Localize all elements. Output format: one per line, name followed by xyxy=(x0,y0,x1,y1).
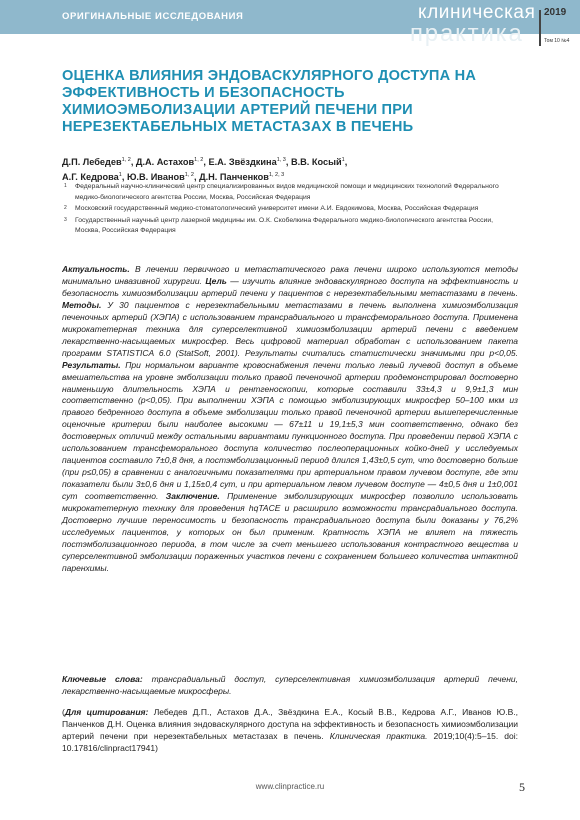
author: А.Г. Кедрова$^1$, xyxy=(62,172,127,183)
author: Д.П. Лебедев$^{1, 2}$, xyxy=(62,157,136,168)
journal-name-line1: клиническая xyxy=(418,2,536,23)
citation-text: Лебедев Д.П., Астахов Д.А., Звёздкина Е.А., Косый В.В., Кедрова А.Г., Иванов Ю.В., Панченков Д.Н. Оценка влияния эндоваскулярного доступа на эффективность и безопасность химиоэмболизации артерий печени при нерезектабельных метастазах в печень. xyxy=(62,707,518,741)
citation-label: Для цитирования: xyxy=(64,707,149,717)
author: В.В. Косый$^1$, xyxy=(290,157,348,168)
journal-volume: Том 10 №4 xyxy=(544,38,570,44)
abstract-aim: — изучить влияние эндоваскулярного доступа на эффективность и безопасность химиоэмболизации артерий печени у пациентов с нерезектабельными метастазами в печень. xyxy=(62,275,518,298)
citation: (Для цитирования: Лебедев Д.П., Астахов Д.А., Звёздкина Е.А., Косый В.В., Кедрова А.Г., Иванов Ю.В., Панченков Д.Н. Оценка влияния эндоваскулярного доступа на эффективность и безопасность химиоэмболизации артерий печени при нерезектабельных метастазах в печень. Клиническая практика. 2019;10(4):5–15. doi: 10.17816/clinpract17941) xyxy=(62,707,518,753)
abstract-aim-label: Цель xyxy=(205,275,227,286)
citation-tail: 2019;10(4):5–15. doi: 10.17816/clinpract17941) xyxy=(62,731,518,753)
author: Д.Н. Панченков$^{1, 2, 3}$ xyxy=(199,172,285,183)
abstract-relevance-label: Актуальность. xyxy=(62,264,130,274)
logo-divider xyxy=(539,10,541,46)
article-title: ОЦЕНКА ВЛИЯНИЯ ЭНДОВАСКУЛЯРНОГО ДОСТУПА НА ЭФФЕКТИВНОСТЬ И БЕЗОПАСНОСТЬ ХИМИОЭМБОЛИЗАЦИИ АРТЕРИЙ ПЕЧЕНИ ПРИ НЕРЕЗЕКТАБЕЛЬНЫХ МЕТАСТАЗАХ В ПЕЧЕНЬ xyxy=(62,68,477,135)
abstract-conclusion-label: Заключение. xyxy=(165,491,220,502)
abstract-results-label: Результаты. xyxy=(62,359,121,370)
author: Д.А. Астахов$^{1, 2}$, xyxy=(135,157,209,168)
keywords xyxy=(62,673,518,697)
author-list xyxy=(62,154,522,184)
abstract xyxy=(62,264,518,575)
affiliations xyxy=(64,182,504,238)
abstract-methods-label: Методы. xyxy=(62,299,102,310)
journal-name-line2: практика xyxy=(410,20,524,47)
keywords-label: Ключевые слова: xyxy=(62,674,143,684)
page-number: 5 xyxy=(519,780,525,794)
abstract-results: При нормальном варианте кровоснабжения печени только левый лучевой доступ в объеме вмешательства на уровне эмболизации только правой печеночной артерии продемонстрировал достоверно наименьшую длительность ХЭПА и рентгеноскопии, которые составили 33±4,3 и 9,9±1,3 мин соответственно (p<0,05). При выполнении ХЭПА с помощью эмболизирующих микросфер 50–100 мкм из правого бедренного доступа в объеме эмболизации только правой печеночной артерии вышеперечисленные оценочные критерии были наиболее высокими — 67±11 и 19,1±5,3 мин соответственно, однако без достоверных отличий между остальными вариантами пункционного доступа. При проведении первой ХЭПА с использованием трансфеморального доступа количество послеоперационных койко-дней у исследуемых пациентов составило 7±0,8 дня, а постэмболизационный период длился 1,43±0,5 сут, что достоверно больше (при p≤0,05) в сравнении с аналогичными показателями при артериальном правом лучевом доступе, где эти показатели были 3±0,6 дня и 1,15±0,4 сут, и при артериальном левом лучевом доступе — 4±0,5 дня и 1±0,001 сут соответственно. xyxy=(62,359,518,502)
section-label: ОРИГИНАЛЬНЫЕ ИССЛЕДОВАНИЯ xyxy=(62,11,244,22)
abstract-methods: У 30 пациентов с нерезектабельными метастазами в печень выполнена химиоэмболизация печеночных артерий (ХЭПА) с использованием трансрадиального и трансфеморального доступа. Применена микрокатетерная техника для суперселективной химиоэмболизации артерий печени с введением лекарственно-насыщаемых микросфер. Весь цифровой материал обработан с использованием пакета программ STATISTICA 6.0 (StatSoft, 2001). Результаты считались статистически значимыми при p<0,05. xyxy=(62,299,518,358)
keywords-text: трансрадиальный доступ, суперселективная химиоэмболизация артерий печени, лекарственно-насыщаемые микросферы. xyxy=(62,674,518,696)
abstract-conclusion: Применение эмболизирующих микросфер позволило использовать микрокатетерную технику для проведения hqTACE и расширило возможности трансрадиального доступа. Достоверно лучшие переносимость и безопасность трансрадиального доступа были доказаны у 76,2% исследуемых пациентов, у которых он был применим. Кратность ХЭПА не влияет на тяжесть постэмболизационного периода, в том числе за счет меньшего использования контрастного вещества и суперселективной эмболизации пораженных участков печени с сохранением большего количества интактной паренхимы. xyxy=(62,491,518,573)
footer-url: www.clinpractice.ru xyxy=(255,782,325,791)
author: Ю.В. Иванов$^{1, 2}$, xyxy=(126,172,200,183)
journal-year: 2019 xyxy=(544,7,567,18)
abstract-relevance: В лечении первичного и метастатического рака печени широко используются методы минимально инвазивной хирургии. xyxy=(62,264,518,286)
affiliation: 3 Государственный научный центр лазерной медицины им. О.К. Скобелкина Федерального медико-биологического агентства России, Москва, Российская Федерация xyxy=(64,216,494,235)
citation-journal: Клиническая практика. xyxy=(329,731,428,741)
affiliation: 1 Федеральный научно-клинический центр специализированных видов медицинской помощи и медицинских технологий Федерального медико-биологического агентства России, Москва, Российская Федерация xyxy=(64,183,499,201)
journal-logo xyxy=(410,4,575,52)
author: Е.А. Звёздкина$^{1, 3}$, xyxy=(208,157,291,168)
affiliation: 2 Московский государственный медико-стоматологический университет имени А.И. Евдокимова, Москва, Российская Федерация xyxy=(64,205,479,213)
